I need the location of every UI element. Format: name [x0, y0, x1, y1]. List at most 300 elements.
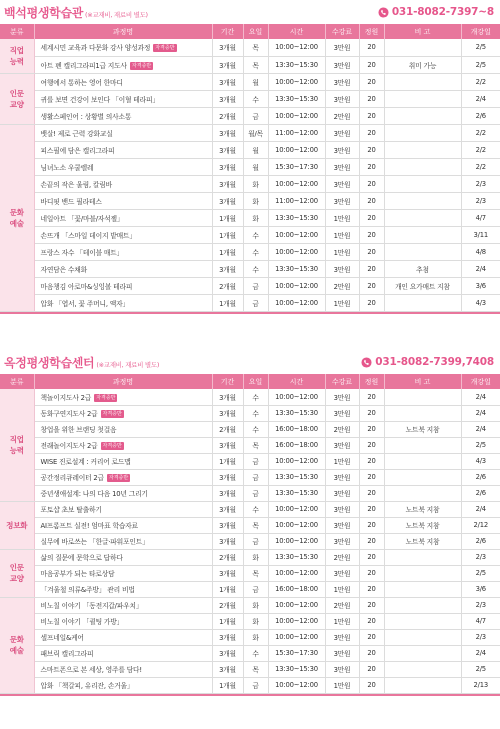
period-cell: 1개월 — [212, 613, 243, 629]
note-cell: 개인 요가매트 지참 — [384, 277, 461, 294]
start-date-cell: 2/13 — [461, 677, 500, 693]
column-header: 시간 — [268, 374, 325, 389]
time-cell: 10:00~12:00 — [268, 73, 325, 90]
day-cell: 목 — [243, 661, 268, 677]
time-cell: 11:00~12:00 — [268, 192, 325, 209]
phone-number: 031-8082-7397~8 — [391, 6, 494, 18]
period-cell: 3개월 — [212, 469, 243, 485]
time-cell: 13:30~15:30 — [268, 209, 325, 226]
course-name-cell — [34, 549, 212, 565]
course-title: 「겨울철 의류&주방」 관리 비법 — [40, 586, 135, 594]
table-row — [0, 549, 500, 565]
table-row — [0, 437, 500, 453]
column-header: 개강일 — [461, 374, 500, 389]
column-header: 비 고 — [384, 374, 461, 389]
course-table — [0, 24, 500, 312]
capacity-cell: 20 — [359, 661, 384, 677]
period-cell: 3개월 — [212, 192, 243, 209]
period-cell: 3개월 — [212, 389, 243, 405]
table-row — [0, 597, 500, 613]
course-title: 아트 펜 캘리그라피1급 지도사 — [40, 61, 127, 70]
start-date-cell: 3/6 — [461, 277, 500, 294]
table-row — [0, 124, 500, 141]
course-name-cell — [34, 469, 212, 485]
time-cell: 10:00~12:00 — [268, 613, 325, 629]
table-row — [0, 192, 500, 209]
course-title: 세계시민 교육과 다문화 강사 양성과정 — [40, 44, 151, 53]
note-cell — [384, 613, 461, 629]
fee-cell: 3만원 — [325, 260, 359, 277]
period-cell: 1개월 — [212, 677, 243, 693]
fee-cell: 3만원 — [325, 565, 359, 581]
period-cell: 1개월 — [212, 581, 243, 597]
start-date-cell: 4/7 — [461, 613, 500, 629]
note-cell — [384, 549, 461, 565]
course-name-cell — [34, 565, 212, 581]
time-cell: 16:00~18:00 — [268, 437, 325, 453]
section-title: 백석평생학습관 (※교재비, 재료비 별도) — [4, 5, 148, 20]
period-cell: 1개월 — [212, 294, 243, 311]
column-header: 요일 — [243, 374, 268, 389]
time-cell: 10:00~12:00 — [268, 141, 325, 158]
period-cell: 3개월 — [212, 629, 243, 645]
fee-cell: 1만원 — [325, 243, 359, 260]
certificate-badge: 자격증반 — [102, 443, 122, 449]
fee-cell: 3만원 — [325, 501, 359, 517]
note-cell — [384, 192, 461, 209]
day-cell: 목 — [243, 565, 268, 581]
time-cell: 10:00~12:00 — [268, 629, 325, 645]
day-cell: 금 — [243, 107, 268, 124]
time-cell: 10:00~12:00 — [268, 107, 325, 124]
note-cell — [384, 294, 461, 311]
fee-cell: 3만원 — [325, 124, 359, 141]
table-row — [0, 469, 500, 485]
capacity-cell: 20 — [359, 501, 384, 517]
column-header: 분류 — [0, 24, 34, 39]
table-row — [0, 243, 500, 260]
start-date-cell: 4/3 — [461, 453, 500, 469]
period-cell: 2개월 — [212, 277, 243, 294]
table-row — [0, 277, 500, 294]
section-baekseok — [0, 0, 500, 314]
table-row — [0, 260, 500, 277]
course-title: 마음챙김 아로마&싱잉볼 테라피 — [40, 282, 133, 291]
day-cell: 금 — [243, 453, 268, 469]
day-cell: 금 — [243, 533, 268, 549]
course-title: 포토샵 초보 탈출하기 — [40, 506, 102, 514]
day-cell: 금 — [243, 294, 268, 311]
start-date-cell: 2/3 — [461, 192, 500, 209]
capacity-cell: 20 — [359, 453, 384, 469]
fee-cell: 3만원 — [325, 158, 359, 175]
note-cell — [384, 124, 461, 141]
capacity-cell: 20 — [359, 124, 384, 141]
start-date-cell: 2/5 — [461, 661, 500, 677]
start-date-cell: 2/4 — [461, 389, 500, 405]
time-cell: 10:00~12:00 — [268, 277, 325, 294]
fee-cell: 3만원 — [325, 90, 359, 107]
course-title: 책놀이지도사 2급 — [40, 393, 92, 402]
table-header — [0, 24, 500, 39]
note-cell — [384, 141, 461, 158]
capacity-cell: 20 — [359, 243, 384, 260]
time-cell: 13:30~15:30 — [268, 549, 325, 565]
column-header: 분류 — [0, 374, 34, 389]
course-title: 비노칠 이야기 「퀼팅 가방」 — [40, 618, 124, 626]
start-date-cell: 2/4 — [461, 421, 500, 437]
fee-cell: 3만원 — [325, 469, 359, 485]
column-header: 개강일 — [461, 24, 500, 39]
capacity-cell: 20 — [359, 405, 384, 421]
start-date-cell: 2/12 — [461, 517, 500, 533]
column-header: 수강료 — [325, 24, 359, 39]
start-date-cell: 2/2 — [461, 73, 500, 90]
time-cell: 10:00~12:00 — [268, 294, 325, 311]
fee-cell: 1만원 — [325, 226, 359, 243]
course-name-cell — [34, 39, 212, 56]
table-row — [0, 107, 500, 124]
start-date-cell: 2/5 — [461, 39, 500, 56]
phone-icon — [378, 7, 389, 18]
period-cell: 3개월 — [212, 661, 243, 677]
day-cell: 수 — [243, 421, 268, 437]
course-name-cell — [34, 73, 212, 90]
fee-cell: 2만원 — [325, 549, 359, 565]
start-date-cell: 2/5 — [461, 565, 500, 581]
day-cell: 목 — [243, 517, 268, 533]
note-cell — [384, 469, 461, 485]
table-row — [0, 294, 500, 311]
course-title: 자연담은 수채화 — [40, 265, 88, 274]
table-row — [0, 39, 500, 56]
section-phone[interactable] — [361, 356, 494, 368]
course-name-cell — [34, 453, 212, 469]
table-row — [0, 677, 500, 693]
course-title: 전래놀이지도사 2급 — [40, 442, 98, 450]
start-date-cell: 2/3 — [461, 175, 500, 192]
note-cell — [384, 485, 461, 501]
note-cell — [384, 629, 461, 645]
course-name-cell — [34, 613, 212, 629]
fee-cell: 3만원 — [325, 141, 359, 158]
time-cell: 13:30~15:30 — [268, 56, 325, 73]
section-okjeong — [0, 350, 500, 696]
column-header: 정원 — [359, 374, 384, 389]
start-date-cell: 4/8 — [461, 243, 500, 260]
period-cell: 3개월 — [212, 565, 243, 581]
fee-cell: 1만원 — [325, 677, 359, 693]
fee-cell: 2만원 — [325, 277, 359, 294]
capacity-cell: 20 — [359, 389, 384, 405]
period-cell: 1개월 — [212, 453, 243, 469]
period-cell: 3개월 — [212, 517, 243, 533]
course-title: 프랑스 자수 「테이블 매트」 — [40, 248, 124, 257]
course-name-cell — [34, 260, 212, 277]
column-header: 요일 — [243, 24, 268, 39]
day-cell: 금 — [243, 581, 268, 597]
course-title: 실무에 바로쓰는 「한글·파워포인트」 — [40, 538, 149, 546]
certificate-badge: 자격증반 — [102, 411, 122, 417]
table-row — [0, 421, 500, 437]
course-name-cell — [34, 107, 212, 124]
note-cell: 노트북 지참 — [384, 501, 461, 517]
start-date-cell: 4/3 — [461, 294, 500, 311]
course-title: 마음공부가 되는 타로상담 — [40, 570, 115, 578]
capacity-cell: 20 — [359, 277, 384, 294]
section-title: 옥정평생학습센터 (※교재비, 재료비 별도) — [4, 355, 160, 370]
time-cell: 13:30~15:30 — [268, 661, 325, 677]
table-row — [0, 158, 500, 175]
note-cell — [384, 645, 461, 661]
start-date-cell: 2/4 — [461, 405, 500, 421]
note-cell: 추첨 — [384, 260, 461, 277]
column-header: 정원 — [359, 24, 384, 39]
start-date-cell: 2/5 — [461, 437, 500, 453]
day-cell: 월 — [243, 141, 268, 158]
period-cell: 3개월 — [212, 645, 243, 661]
fee-cell: 1만원 — [325, 294, 359, 311]
course-name-cell — [34, 175, 212, 192]
start-date-cell: 2/6 — [461, 533, 500, 549]
capacity-cell: 20 — [359, 533, 384, 549]
day-cell: 화 — [243, 597, 268, 613]
table-row — [0, 629, 500, 645]
fee-cell: 3만원 — [325, 661, 359, 677]
period-cell: 2개월 — [212, 597, 243, 613]
course-title: 생활스페인어 : 상황별 의사소통 — [40, 112, 132, 121]
start-date-cell: 2/2 — [461, 158, 500, 175]
start-date-cell: 2/3 — [461, 597, 500, 613]
course-title: 창업을 위한 브랜딩 첫걸음 — [40, 426, 117, 434]
note-cell — [384, 581, 461, 597]
time-cell: 10:00~12:00 — [268, 501, 325, 517]
capacity-cell: 20 — [359, 565, 384, 581]
start-date-cell: 2/3 — [461, 549, 500, 565]
course-title: WISE 진로설계 : 커리어 로드맵 — [40, 458, 131, 466]
capacity-cell: 20 — [359, 597, 384, 613]
course-title: 바디핏 밴드 필라테스 — [40, 197, 102, 206]
capacity-cell: 20 — [359, 192, 384, 209]
course-name-cell — [34, 56, 212, 73]
note-cell — [384, 158, 461, 175]
time-cell: 13:30~15:30 — [268, 485, 325, 501]
note-cell: 노트북 지참 — [384, 533, 461, 549]
course-name-cell — [34, 158, 212, 175]
fee-cell: 3만원 — [325, 389, 359, 405]
certificate-badge: 자격증반 — [155, 45, 175, 52]
capacity-cell: 20 — [359, 469, 384, 485]
course-name-cell — [34, 209, 212, 226]
start-date-cell: 2/4 — [461, 501, 500, 517]
table-row — [0, 533, 500, 549]
column-header: 과정명 — [34, 24, 212, 39]
time-cell: 10:00~12:00 — [268, 39, 325, 56]
course-name-cell — [34, 141, 212, 158]
category-cell: 문화 예술 — [0, 124, 34, 311]
time-cell: 10:00~12:00 — [268, 565, 325, 581]
start-date-cell: 2/2 — [461, 124, 500, 141]
fee-cell: 2만원 — [325, 421, 359, 437]
capacity-cell: 20 — [359, 613, 384, 629]
time-cell: 10:00~12:00 — [268, 226, 325, 243]
time-cell: 15:30~17:30 — [268, 645, 325, 661]
column-header: 기간 — [212, 24, 243, 39]
category-cell: 인문 교양 — [0, 549, 34, 597]
category-cell: 직업 능력 — [0, 389, 34, 501]
category-cell: 정보화 — [0, 501, 34, 549]
day-cell: 금 — [243, 485, 268, 501]
category-cell: 문화 예술 — [0, 597, 34, 693]
capacity-cell: 20 — [359, 107, 384, 124]
capacity-cell: 20 — [359, 56, 384, 73]
fee-cell: 3만원 — [325, 517, 359, 533]
table-row — [0, 565, 500, 581]
fee-cell: 3만원 — [325, 56, 359, 73]
day-cell: 수 — [243, 243, 268, 260]
capacity-cell: 20 — [359, 549, 384, 565]
note-cell — [384, 453, 461, 469]
course-name-cell — [34, 277, 212, 294]
divider — [0, 312, 500, 314]
course-title: 뱃살! 제로 근력 강화교실 — [40, 129, 113, 138]
day-cell: 금 — [243, 677, 268, 693]
section-phone[interactable] — [378, 6, 494, 18]
note-cell: 노트북 지참 — [384, 517, 461, 533]
course-title: 손뜨개 「스마일 데이지 밭매트」 — [40, 231, 136, 240]
fee-cell: 2만원 — [325, 597, 359, 613]
start-date-cell: 2/6 — [461, 485, 500, 501]
course-name-cell — [34, 597, 212, 613]
note-cell: 노트북 지참 — [384, 421, 461, 437]
capacity-cell: 20 — [359, 39, 384, 56]
capacity-cell: 20 — [359, 581, 384, 597]
time-cell: 10:00~12:00 — [268, 243, 325, 260]
table-row — [0, 175, 500, 192]
period-cell: 1개월 — [212, 226, 243, 243]
period-cell: 3개월 — [212, 56, 243, 73]
course-name-cell — [34, 485, 212, 501]
course-name-cell — [34, 124, 212, 141]
period-cell: 3개월 — [212, 39, 243, 56]
category-cell: 인문 교양 — [0, 73, 34, 124]
period-cell: 1개월 — [212, 243, 243, 260]
time-cell: 10:00~12:00 — [268, 533, 325, 549]
table-row — [0, 56, 500, 73]
course-title: 공간정리큐레이터 2급 — [40, 474, 104, 482]
fee-cell: 3만원 — [325, 175, 359, 192]
period-cell: 3개월 — [212, 437, 243, 453]
section-header — [0, 350, 500, 374]
certificate-badge: 자격증반 — [96, 394, 116, 401]
course-name-cell — [34, 192, 212, 209]
course-title: 비노칠 이야기 「동전지갑/파우치」 — [40, 602, 143, 610]
note-cell — [384, 565, 461, 581]
day-cell: 목 — [243, 437, 268, 453]
course-name-cell — [34, 581, 212, 597]
day-cell: 목 — [243, 39, 268, 56]
table-row — [0, 141, 500, 158]
fee-cell: 1만원 — [325, 613, 359, 629]
note-cell — [384, 39, 461, 56]
capacity-cell: 20 — [359, 437, 384, 453]
day-cell: 금 — [243, 469, 268, 485]
table-row — [0, 389, 500, 405]
fee-cell: 3만원 — [325, 192, 359, 209]
course-title: 님녀노소 우쿨렐레 — [40, 163, 94, 172]
course-name-cell — [34, 405, 212, 421]
day-cell: 수 — [243, 90, 268, 107]
day-cell: 월 — [243, 73, 268, 90]
period-cell: 3개월 — [212, 405, 243, 421]
time-cell: 10:00~12:00 — [268, 389, 325, 405]
course-title: 피스필에 담은 캘리그라피 — [40, 146, 115, 155]
note-cell — [384, 661, 461, 677]
day-cell: 화 — [243, 549, 268, 565]
period-cell: 3개월 — [212, 90, 243, 107]
course-name-cell — [34, 243, 212, 260]
start-date-cell: 2/6 — [461, 107, 500, 124]
course-name-cell — [34, 501, 212, 517]
day-cell: 수 — [243, 260, 268, 277]
start-date-cell: 3/6 — [461, 581, 500, 597]
note-cell: 취미 가능 — [384, 56, 461, 73]
time-cell: 13:30~15:30 — [268, 260, 325, 277]
time-cell: 10:00~12:00 — [268, 517, 325, 533]
day-cell: 수 — [243, 405, 268, 421]
note-cell — [384, 107, 461, 124]
time-cell: 16:00~18:00 — [268, 421, 325, 437]
period-cell: 3개월 — [212, 260, 243, 277]
period-cell: 3개월 — [212, 485, 243, 501]
note-cell — [384, 437, 461, 453]
column-header: 과정명 — [34, 374, 212, 389]
note-cell — [384, 597, 461, 613]
capacity-cell: 20 — [359, 629, 384, 645]
note-cell — [384, 73, 461, 90]
fee-cell: 3만원 — [325, 73, 359, 90]
course-title: 손끝의 작은 울림, 칼림바 — [40, 180, 112, 189]
course-title: 스마트폰으로 본 세상, 영주를 담다! — [40, 666, 142, 674]
fee-cell: 3만원 — [325, 485, 359, 501]
day-cell: 화 — [243, 175, 268, 192]
time-cell: 15:30~17:30 — [268, 158, 325, 175]
fee-cell: 3만원 — [325, 39, 359, 56]
course-name-cell — [34, 389, 212, 405]
fee-cell: 3만원 — [325, 533, 359, 549]
table-row — [0, 453, 500, 469]
fee-cell: 3만원 — [325, 629, 359, 645]
day-cell: 화 — [243, 209, 268, 226]
start-date-cell: 2/6 — [461, 469, 500, 485]
course-name-cell — [34, 226, 212, 243]
time-cell: 10:00~12:00 — [268, 175, 325, 192]
capacity-cell: 20 — [359, 226, 384, 243]
table-row — [0, 645, 500, 661]
table-header — [0, 374, 500, 389]
day-cell: 월/목 — [243, 124, 268, 141]
time-cell: 16:00~18:00 — [268, 581, 325, 597]
day-cell: 화 — [243, 629, 268, 645]
note-cell — [384, 677, 461, 693]
period-cell: 3개월 — [212, 73, 243, 90]
fee-cell: 3만원 — [325, 405, 359, 421]
table-row — [0, 581, 500, 597]
start-date-cell: 2/4 — [461, 260, 500, 277]
start-date-cell: 2/4 — [461, 645, 500, 661]
course-name-cell — [34, 677, 212, 693]
course-name-cell — [34, 517, 212, 533]
